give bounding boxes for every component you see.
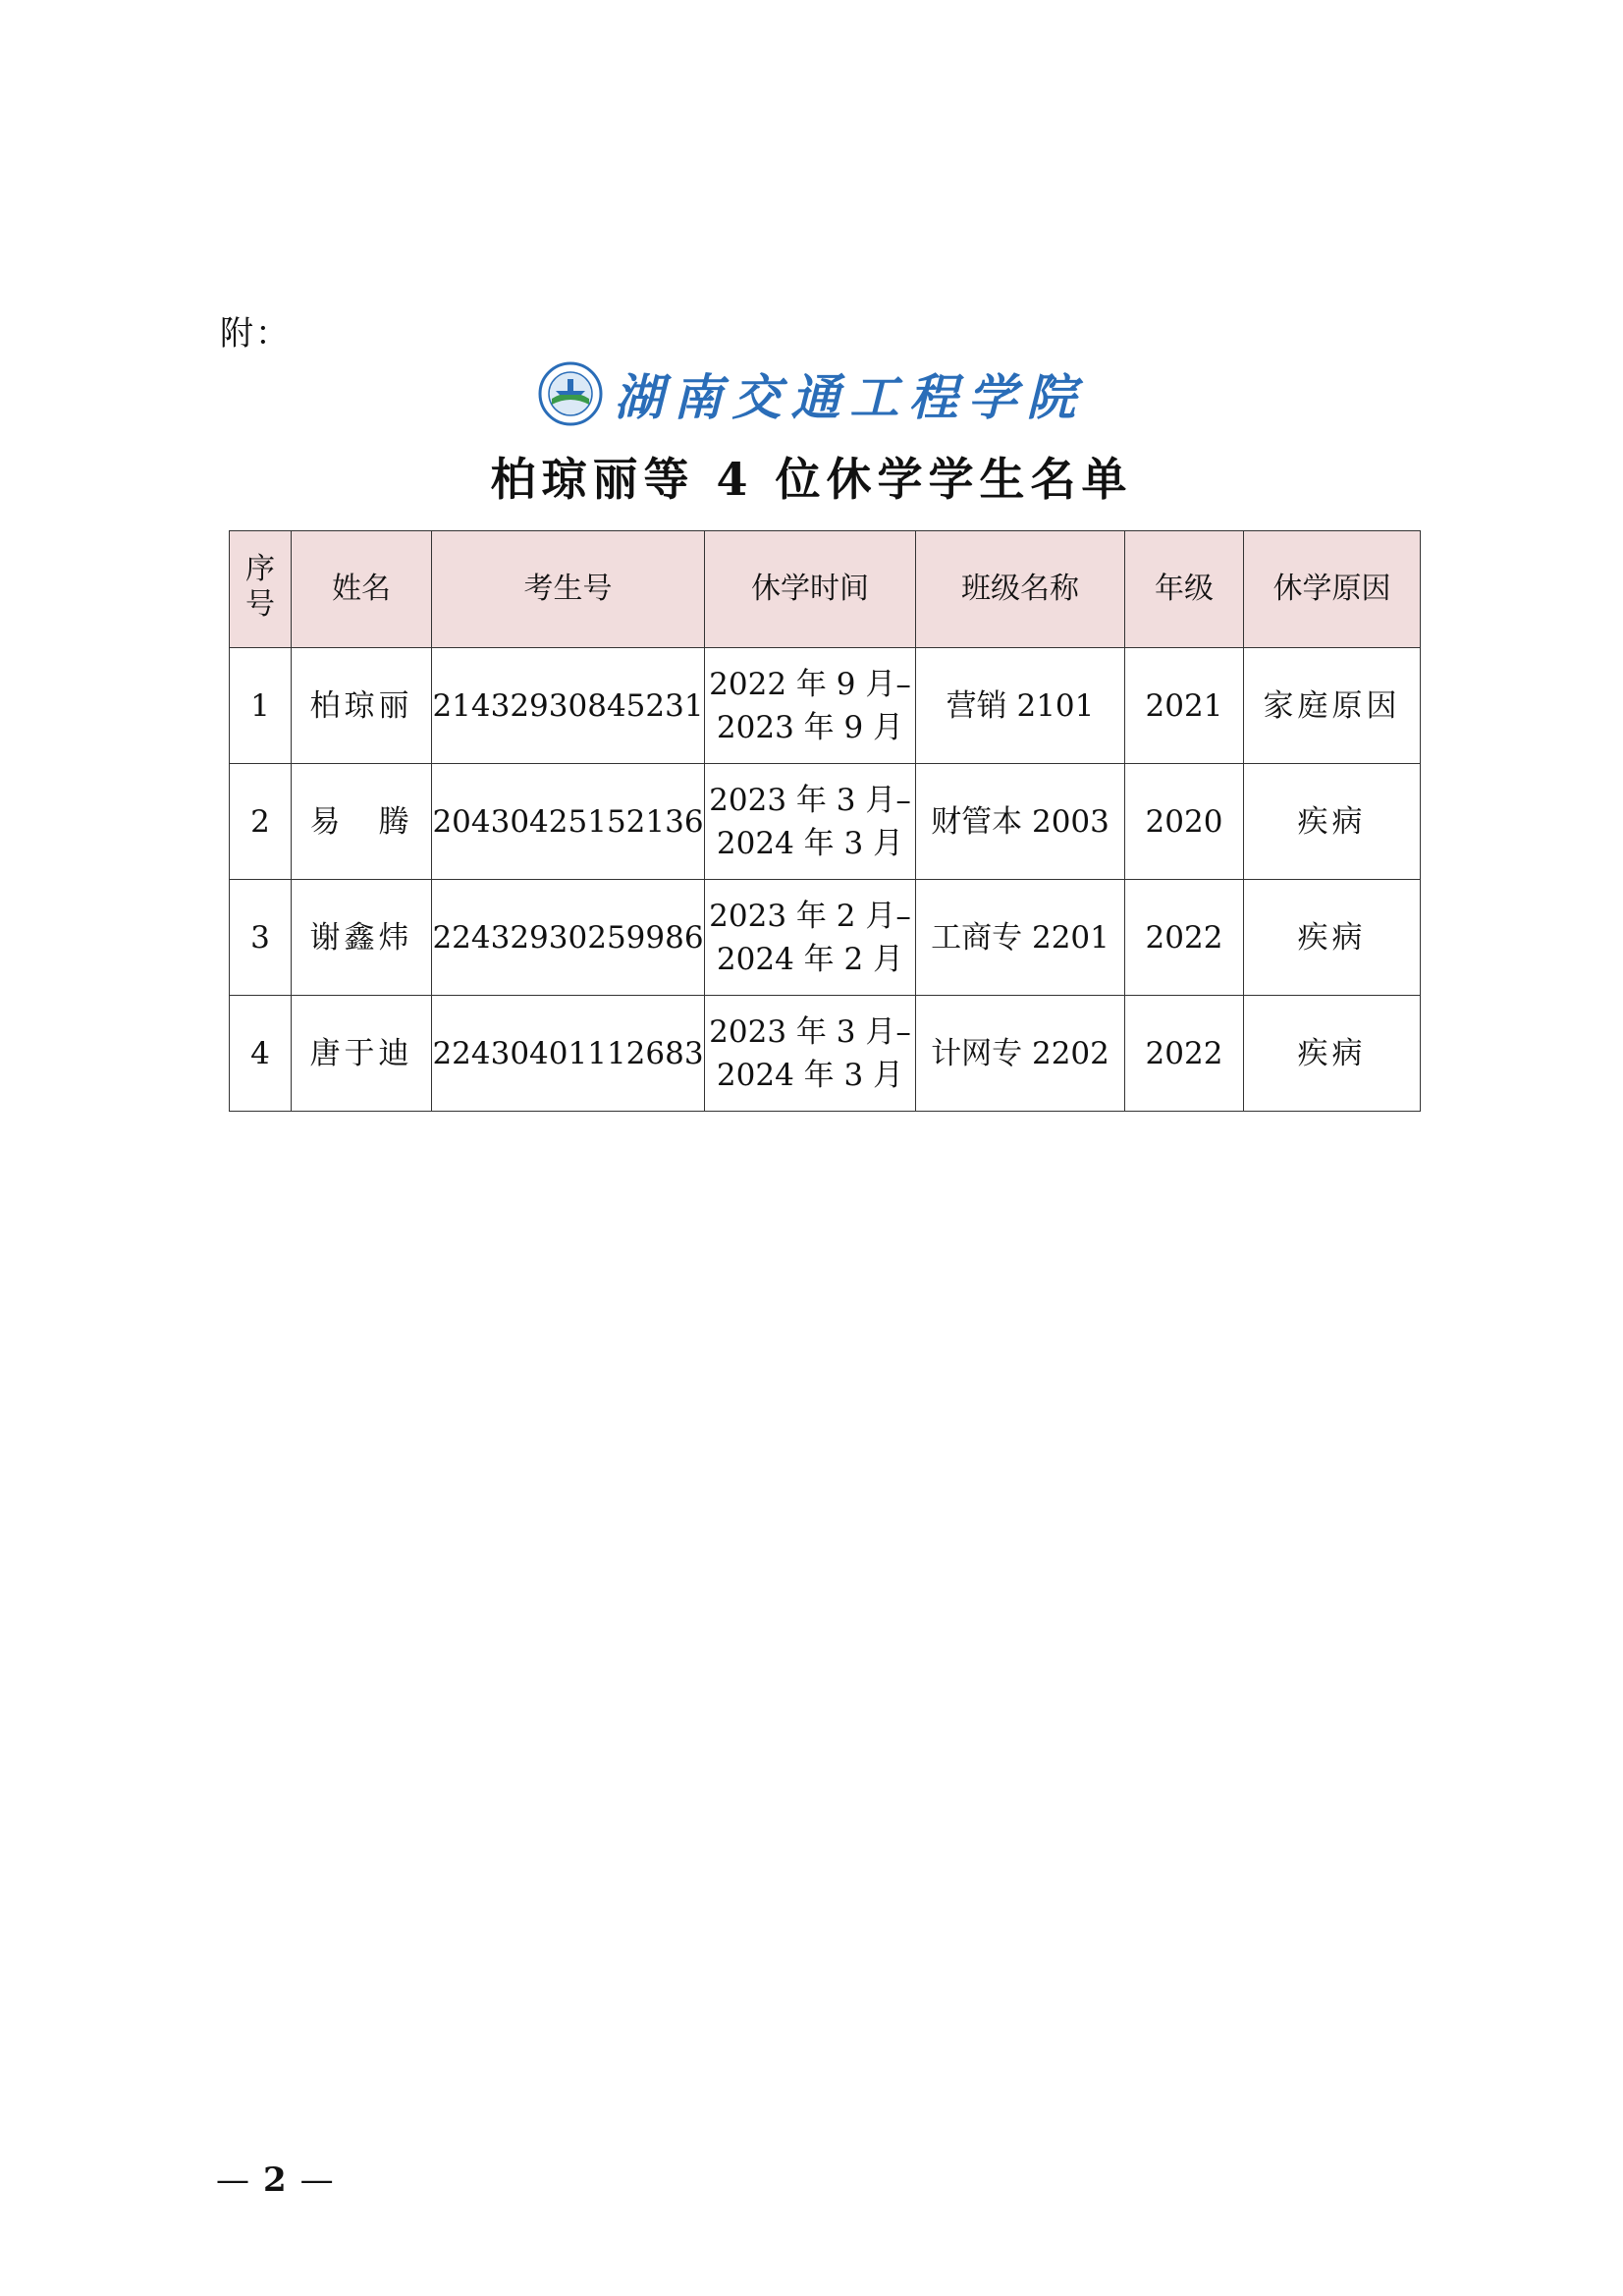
- table-row: [230, 648, 1421, 764]
- cell-grade: 2021: [1125, 648, 1244, 764]
- cell-period: [705, 764, 916, 880]
- period-start: 2023 年 3 月–: [709, 782, 911, 818]
- school-name: 湖南交通工程学院: [614, 368, 1086, 426]
- cell-exam-id: 20430425152136: [432, 764, 705, 880]
- school-seal-icon: [538, 361, 603, 426]
- period-end: 2024 年 2 月: [716, 941, 904, 977]
- cell-name: 柏琼丽: [292, 648, 432, 764]
- cell-period: [705, 648, 916, 764]
- header-no: 序号: [230, 531, 292, 648]
- cell-no: 4: [230, 996, 292, 1112]
- cell-reason: 疾病: [1244, 764, 1421, 880]
- period-end: 2024 年 3 月: [716, 1057, 904, 1093]
- cell-class: 计网专 2202: [916, 996, 1125, 1112]
- cell-class: 财管本 2003: [916, 764, 1125, 880]
- cell-name: 谢鑫炜: [292, 880, 432, 996]
- cell-reason: 家庭原因: [1244, 648, 1421, 764]
- page-number-value: 2: [263, 2160, 287, 2200]
- header-exam-id: 考生号: [432, 531, 705, 648]
- cell-class: 工商专 2201: [916, 880, 1125, 996]
- cell-grade: 2022: [1125, 996, 1244, 1112]
- attachment-label: 附：: [220, 314, 291, 354]
- header-period: 休学时间: [705, 531, 916, 648]
- cell-class: 营销 2101: [916, 648, 1125, 764]
- cell-grade: 2022: [1125, 880, 1244, 996]
- cell-name: 易 腾: [292, 764, 432, 880]
- header-grade: 年级: [1125, 531, 1244, 648]
- student-table: [229, 530, 1421, 1112]
- cell-name: 唐于迪: [292, 996, 432, 1112]
- header-class: 班级名称: [916, 531, 1125, 648]
- table-row: [230, 764, 1421, 880]
- cell-no: 2: [230, 764, 292, 880]
- page-number: — 2 —: [216, 2160, 334, 2200]
- table-row: [230, 996, 1421, 1112]
- period-start: 2023 年 2 月–: [709, 898, 911, 934]
- cell-no: 1: [230, 648, 292, 764]
- table-header-row: [230, 531, 1421, 648]
- cell-exam-id: 21432930845231: [432, 648, 705, 764]
- period-start: 2023 年 3 月–: [709, 1013, 911, 1050]
- cell-no: 3: [230, 880, 292, 996]
- period-end: 2023 年 9 月: [716, 709, 904, 745]
- school-logo: [0, 359, 1623, 428]
- table-row: [230, 880, 1421, 996]
- cell-reason: 疾病: [1244, 996, 1421, 1112]
- cell-exam-id: 22432930259986: [432, 880, 705, 996]
- period-start: 2022 年 9 月–: [709, 666, 911, 702]
- header-reason: 休学原因: [1244, 531, 1421, 648]
- cell-grade: 2020: [1125, 764, 1244, 880]
- period-end: 2024 年 3 月: [716, 825, 904, 861]
- cell-period: [705, 880, 916, 996]
- document-title: 柏琼丽等 4 位休学学生名单: [490, 453, 1133, 506]
- cell-period: [705, 996, 916, 1112]
- cell-reason: 疾病: [1244, 880, 1421, 996]
- header-name: 姓名: [292, 531, 432, 648]
- cell-exam-id: 22430401112683: [432, 996, 705, 1112]
